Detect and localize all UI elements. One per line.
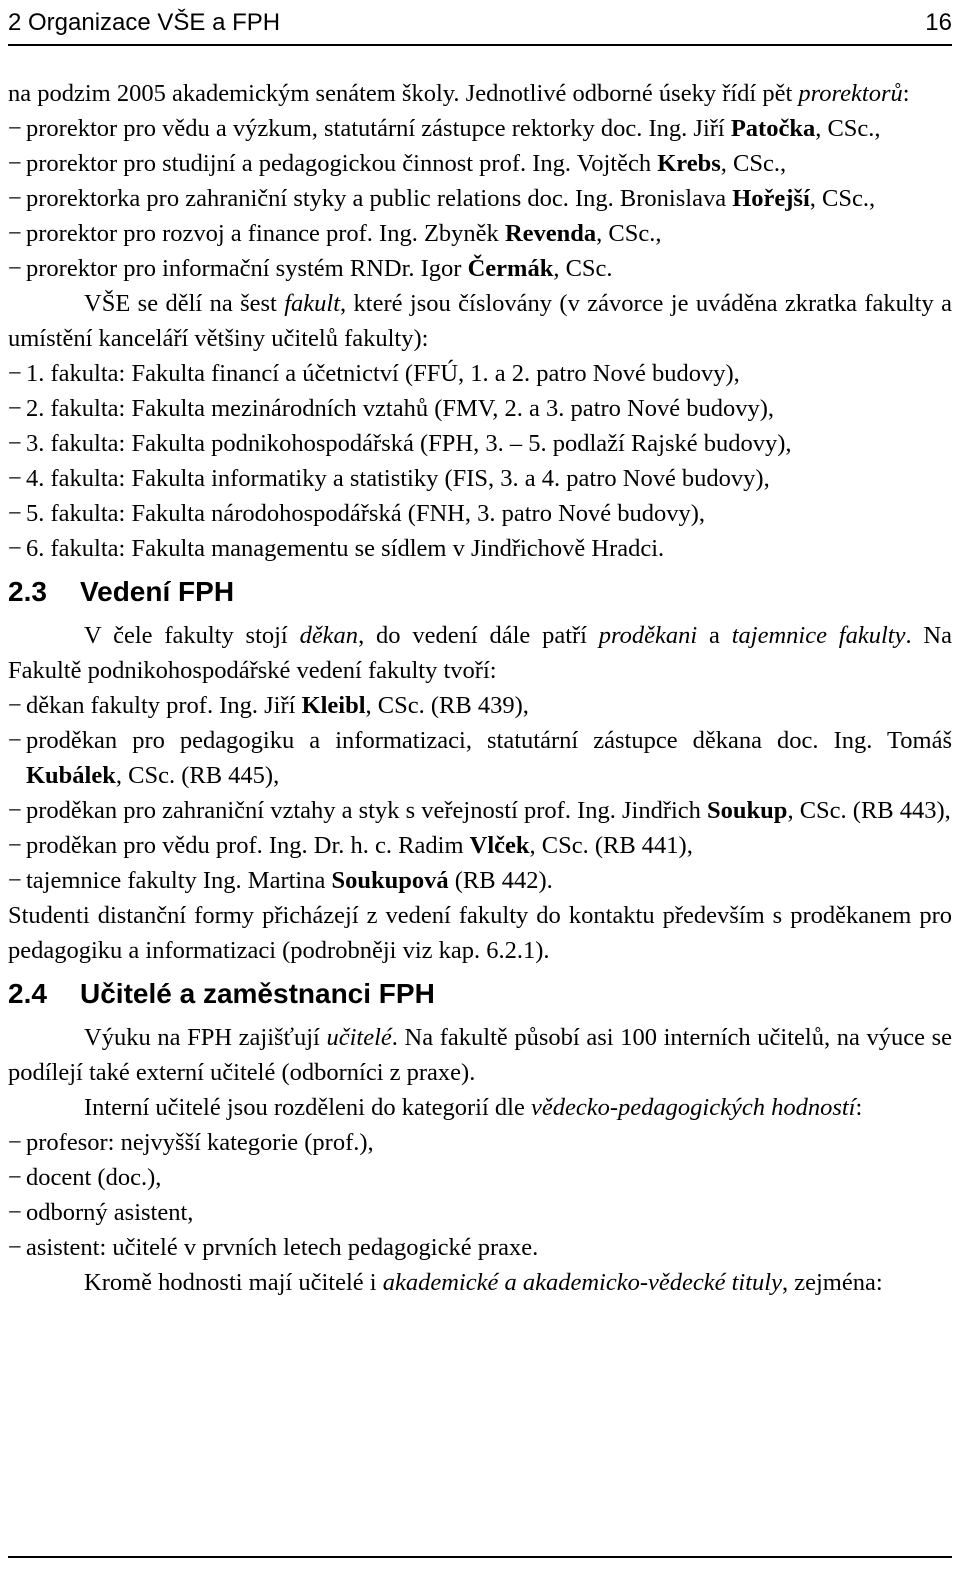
list-item: − prorektorka pro zahraniční styky a public relations doc. Ing. Bronislava Hořejší, CSc., <box>8 181 952 216</box>
footer-rule <box>8 1556 952 1558</box>
list-item: − 1. fakulta: Fakulta financí a účetnictví (FFÚ, 1. a 2. patro Nové budovy), <box>8 356 952 391</box>
list-item: − docent (doc.), <box>8 1160 952 1195</box>
list-item: − proděkan pro vědu prof. Ing. Dr. h. c. Radim Vlček, CSc. (RB 441), <box>8 828 952 863</box>
titles-paragraph: Kromě hodnosti mají učitelé i akademické a akademicko-vědecké tituly, zejména: <box>84 1269 883 1296</box>
list-item: − tajemnice fakulty Ing. Martina Soukupová (RB 442). <box>8 863 952 898</box>
list-item: − prorektor pro vědu a výzkum, statutární zástupce rektorky doc. Ing. Jiří Patočka, CSc., <box>8 111 952 146</box>
list-item: − proděkan pro pedagogiku a informatizaci, statutární zástupce děkana doc. Ing. Tomáš Kubálek, CSc. (RB 445), <box>8 723 952 793</box>
page-number: 16 <box>925 9 952 36</box>
list-item: − prorektor pro studijní a pedagogickou činnost prof. Ing. Vojtěch Krebs, CSc., <box>8 146 952 181</box>
leadership-paragraph: V čele fakulty stojí děkan, do vedení dále patří proděkani a tajemnice fakulty. Na Fakultě podnikohospodářské vedení fakulty tvoří: <box>8 622 952 684</box>
list-item: − 3. fakulta: Fakulta podnikohospodářská (FPH, 3. – 5. podlaží Rajské budovy), <box>8 426 952 461</box>
list-item: − proděkan pro zahraniční vztahy a styk s veřejností prof. Ing. Jindřich Soukup, CSc. (RB 443), <box>8 793 952 828</box>
category-list <box>8 1125 952 1265</box>
categories-paragraph: Interní učitelé jsou rozděleni do kategorií dle vědecko-pedagogických hodností: <box>84 1094 863 1121</box>
list-item: − 4. fakulta: Fakulta informatiky a statistiky (FIS, 3. a 4. patro Nové budovy), <box>8 461 952 496</box>
document-page <box>8 0 952 1300</box>
distance-students-paragraph: Studenti distanční formy přicházejí z vedení fakulty do kontaktu především s proděkanem pro pedagogiku a informatizaci (podrobněji viz kap. 6.2.1). <box>8 902 952 964</box>
page-content <box>8 76 952 1300</box>
section-heading-2-3: 2.3 Vedení FPH <box>8 576 235 607</box>
chapter-title: 2 Organizace VŠE a FPH <box>8 9 281 36</box>
list-item: − 2. fakulta: Fakulta mezinárodních vztahů (FMV, 2. a 3. patro Nové budovy), <box>8 391 952 426</box>
prorector-list <box>8 111 952 286</box>
list-item: − prorektor pro rozvoj a finance prof. Ing. Zbyněk Revenda, CSc., <box>8 216 952 251</box>
list-item: − profesor: nejvyšší kategorie (prof.), <box>8 1125 952 1160</box>
page-header <box>8 0 952 42</box>
list-item: − 5. fakulta: Fakulta národohospodářská (FNH, 3. patro Nové budovy), <box>8 496 952 531</box>
list-item: − odborný asistent, <box>8 1195 952 1230</box>
section-heading-2-4: 2.4 Učitelé a zaměstnanci FPH <box>8 978 435 1009</box>
header-rule <box>8 44 952 46</box>
list-item: − prorektor pro informační systém RNDr. Igor Čermák, CSc. <box>8 251 952 286</box>
intro-paragraph: na podzim 2005 akademickým senátem školy. Jednotlivé odborné úseky řídí pět prorektorů: <box>8 80 910 107</box>
faculties-paragraph: VŠE se dělí na šest fakult, které jsou číslovány (v závorce je uváděna zkratka fakulty a umístění kanceláří většiny učitelů fakulty): <box>8 290 952 352</box>
faculty-list <box>8 356 952 566</box>
leaders-list <box>8 688 952 898</box>
list-item: − děkan fakulty prof. Ing. Jiří Kleibl, CSc. (RB 439), <box>8 688 952 723</box>
list-item: − 6. fakulta: Fakulta managementu se sídlem v Jindřichově Hradci. <box>8 531 952 566</box>
teachers-paragraph: Výuku na FPH zajišťují učitelé. Na fakultě působí asi 100 interních učitelů, na výuce se podílejí také externí učitelé (odborníci z praxe). <box>8 1024 952 1086</box>
list-item: − asistent: učitelé v prvních letech pedagogické praxe. <box>8 1230 952 1265</box>
